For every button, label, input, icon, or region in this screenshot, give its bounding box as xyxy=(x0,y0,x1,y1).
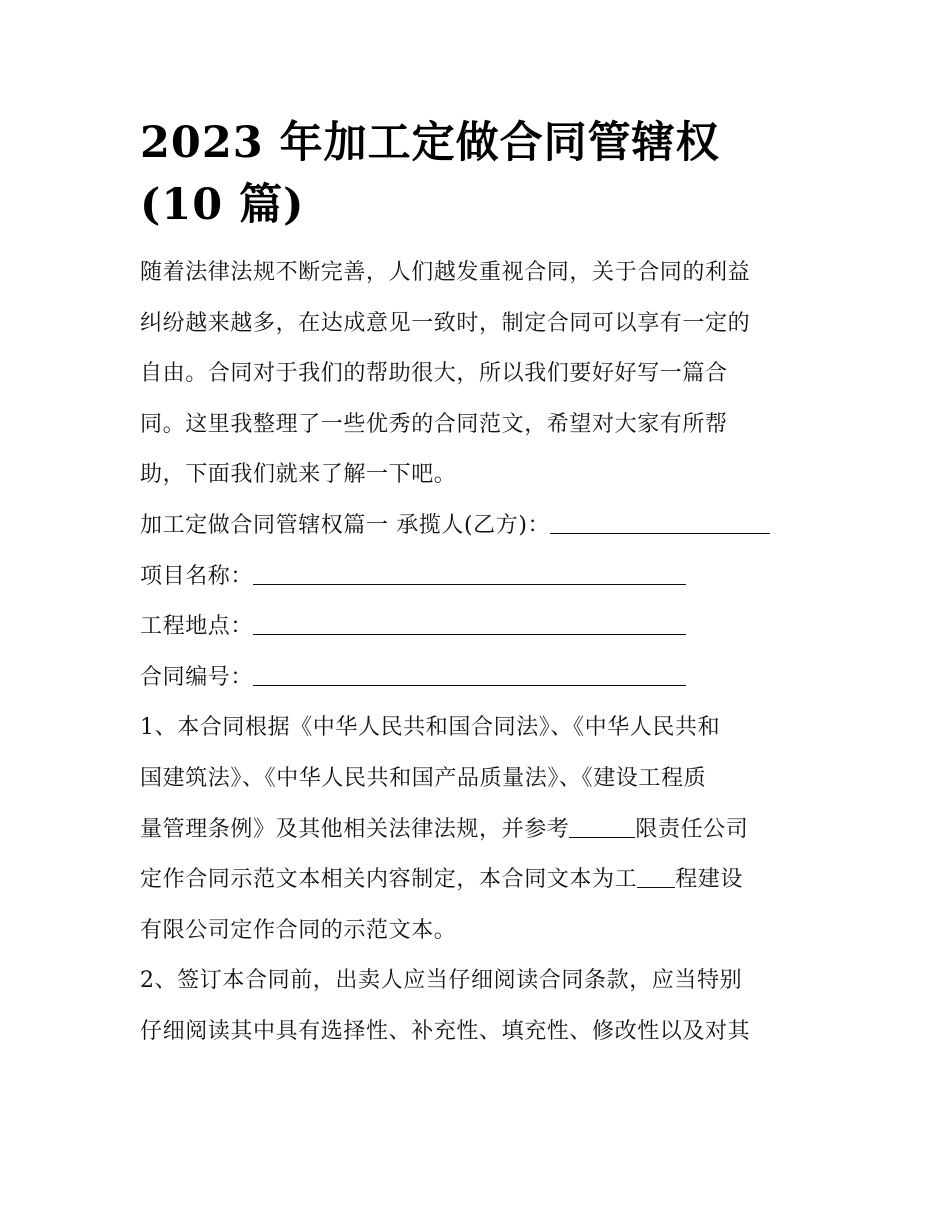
clause-text: 量管理条例》及其他相关法律法规，并参考 xyxy=(140,816,570,842)
project-name-blank xyxy=(253,564,686,585)
clause-line: 2、签订本合同前，出卖人应当仔细阅读合同条款，应当特别 xyxy=(140,968,743,994)
intro-line: 纠纷越来越多，在达成意见一致时，制定合同可以享有一定的 xyxy=(140,310,751,336)
site-line xyxy=(140,602,815,653)
clause-line: 仔细阅读其中具有选择性、补充性、填充性、修改性以及对其 xyxy=(140,1018,751,1044)
clause-text: 程建设 xyxy=(675,867,744,893)
intro-line: 助，下面我们就来了解一下吧。 xyxy=(140,462,457,488)
site-label: 工程地点： xyxy=(140,614,254,640)
intro-paragraph xyxy=(140,248,815,501)
clause-line xyxy=(140,855,815,906)
reference-company-blank xyxy=(569,817,635,838)
title-line-2: (10 篇) xyxy=(140,180,305,230)
clause-text: 限责任公司 xyxy=(635,816,749,842)
clause-line: 1、本合同根据《中华人民共和国合同法》、《中华人民共和 xyxy=(140,715,721,741)
intro-line: 同。这里我整理了一些优秀的合同范文，希望对大家有所帮 xyxy=(140,411,728,437)
contract-no-line xyxy=(140,653,815,704)
contract-no-label: 合同编号： xyxy=(140,664,254,690)
contractor-party-line xyxy=(140,501,815,552)
clause-text: 定作合同示范文本相关内容制定，本合同文本为工 xyxy=(140,867,638,893)
title-line-1: 2023 年加工定做合同管辖权 xyxy=(140,118,720,168)
project-name-line xyxy=(140,552,815,603)
document-content xyxy=(140,112,815,1058)
clause-line: 有限公司定作合同的示范文本。 xyxy=(140,917,457,943)
site-blank xyxy=(253,614,686,635)
clause-2 xyxy=(140,956,815,1057)
clause-line xyxy=(140,805,815,856)
contract-no-blank xyxy=(253,665,686,686)
clause-line: 国建筑法》、《中华人民共和国产品质量法》、《建设工程质 xyxy=(140,765,707,791)
project-name-label: 项目名称： xyxy=(140,563,254,589)
project-blank xyxy=(637,867,675,888)
clause-1 xyxy=(140,703,815,956)
document-title xyxy=(140,112,815,236)
section-heading: 加工定做合同管辖权篇一 承揽人(乙方)： xyxy=(140,512,551,538)
document-body xyxy=(140,248,815,1058)
contractor-party-blank xyxy=(550,513,770,534)
intro-line: 自由。合同对于我们的帮助很大，所以我们要好好写一篇合 xyxy=(140,361,728,387)
intro-line: 随着法律法规不断完善，人们越发重视合同，关于合同的利益 xyxy=(140,260,751,285)
